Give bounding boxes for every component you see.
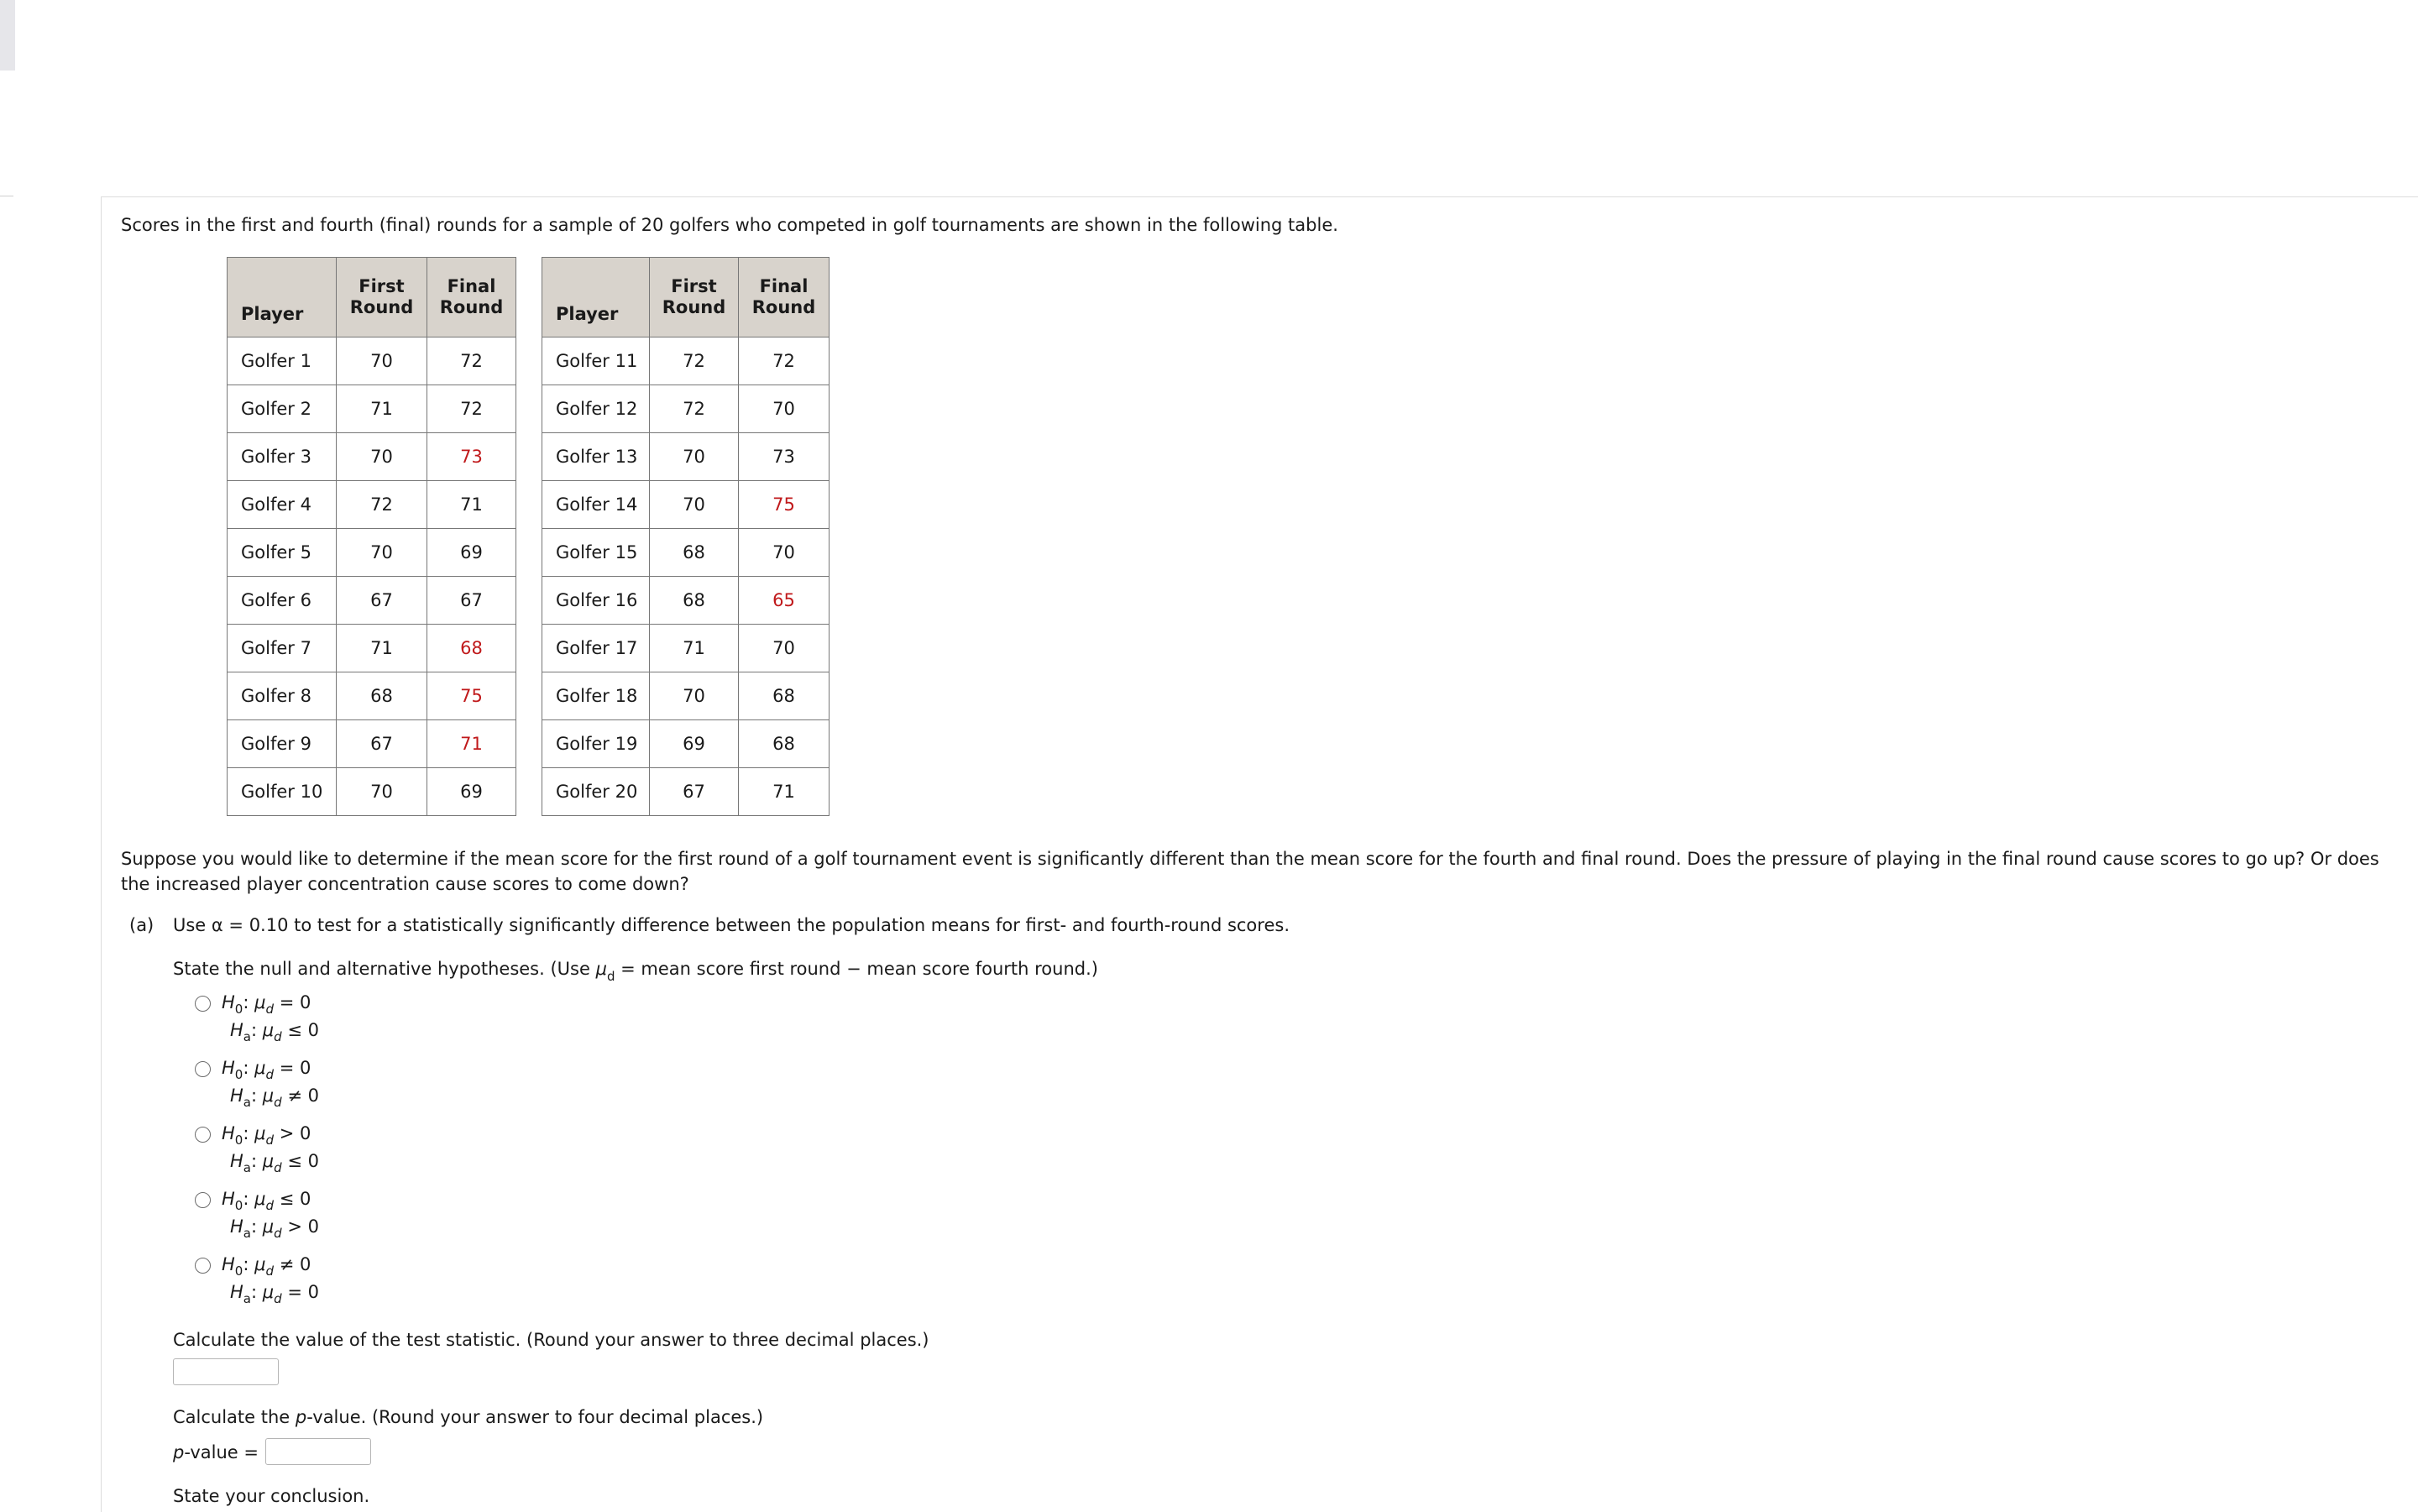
radio-button[interactable] xyxy=(195,1127,211,1143)
first-round-cell: 70 xyxy=(337,529,427,577)
player-cell: Golfer 8 xyxy=(228,672,337,720)
part-a-label: (a) xyxy=(129,915,154,935)
final-round-cell: 68 xyxy=(739,720,830,768)
table-row xyxy=(542,529,830,577)
player-cell: Golfer 16 xyxy=(542,577,650,625)
first-round-cell: 70 xyxy=(650,433,739,481)
player-cell: Golfer 3 xyxy=(228,433,337,481)
table-row xyxy=(542,433,830,481)
alternative-hypothesis: $H_a$: $\mu_d \le 0$ xyxy=(230,1020,319,1044)
player-cell: Golfer 10 xyxy=(228,768,337,816)
null-hypothesis: $H_0$: $\mu_d > 0$ xyxy=(222,1123,311,1148)
conclusion-prompt: State your conclusion. xyxy=(173,1486,370,1506)
radio-button[interactable] xyxy=(195,1192,211,1208)
player-cell: Golfer 5 xyxy=(228,529,337,577)
table-row xyxy=(542,337,830,385)
player-cell: Golfer 12 xyxy=(542,385,650,433)
question-text: Suppose you would like to determine if the mean score for the first round of a golf tournament event is significantly different than the mean score for the fourth and final round. Does the pressure of playing in the final round cause scores to go up? Or does the increased player concentration cause scores to come down? xyxy=(121,849,2379,894)
final-round-cell: 73 xyxy=(427,433,516,481)
final-round-cell: 72 xyxy=(427,385,516,433)
player-cell: Golfer 18 xyxy=(542,672,650,720)
final-round-cell: 70 xyxy=(739,625,830,672)
table-row xyxy=(542,481,830,529)
table-row xyxy=(542,577,830,625)
first-round-cell: 68 xyxy=(650,577,739,625)
player-cell: Golfer 19 xyxy=(542,720,650,768)
header-player: Player xyxy=(228,258,337,337)
final-round-cell: 68 xyxy=(427,625,516,672)
player-cell: Golfer 7 xyxy=(228,625,337,672)
player-cell: Golfer 11 xyxy=(542,337,650,385)
radio-button[interactable] xyxy=(195,996,211,1012)
header-player: Player xyxy=(542,258,650,337)
first-round-cell: 70 xyxy=(337,768,427,816)
p-value-label: p-value = xyxy=(173,1442,259,1462)
table-row xyxy=(228,625,516,672)
part-a-text: Use α = 0.10 to test for a statistically significantly difference between the population means for first- and fourth-round scores. xyxy=(173,915,1290,935)
header-first-round: First Round xyxy=(337,258,427,337)
player-cell: Golfer 13 xyxy=(542,433,650,481)
table-row xyxy=(542,625,830,672)
radio-button[interactable] xyxy=(195,1258,211,1274)
table-row xyxy=(228,720,516,768)
header-final-round: Final Round xyxy=(739,258,830,337)
player-cell: Golfer 17 xyxy=(542,625,650,672)
alternative-hypothesis: $H_a$: $\mu_d = 0$ xyxy=(230,1282,319,1306)
final-round-cell: 67 xyxy=(427,577,516,625)
player-cell: Golfer 20 xyxy=(542,768,650,816)
alternative-hypothesis: $H_a$: $\mu_d \le 0$ xyxy=(230,1151,319,1175)
first-round-cell: 70 xyxy=(650,481,739,529)
final-round-cell: 75 xyxy=(427,672,516,720)
final-round-cell: 73 xyxy=(739,433,830,481)
null-hypothesis: $H_0$: $\mu_d = 0$ xyxy=(222,992,311,1017)
table-row xyxy=(228,672,516,720)
first-round-cell: 72 xyxy=(337,481,427,529)
first-round-cell: 70 xyxy=(337,433,427,481)
hypotheses-prompt: State the null and alternative hypotheses. (Use $\mu_d$ = mean score first round − mean score fourth round.) xyxy=(173,959,1098,984)
first-round-cell: 71 xyxy=(337,385,427,433)
player-cell: Golfer 14 xyxy=(542,481,650,529)
player-cell: Golfer 2 xyxy=(228,385,337,433)
final-round-cell: 71 xyxy=(739,768,830,816)
alternative-hypothesis: $H_a$: $\mu_d > 0$ xyxy=(230,1216,319,1241)
table-row xyxy=(228,768,516,816)
test-statistic-input[interactable] xyxy=(173,1358,279,1385)
table-row xyxy=(228,481,516,529)
header-final-round: Final Round xyxy=(427,258,516,337)
radio-button[interactable] xyxy=(195,1061,211,1077)
table-row xyxy=(542,768,830,816)
player-cell: Golfer 4 xyxy=(228,481,337,529)
first-round-cell: 67 xyxy=(337,577,427,625)
final-round-cell: 70 xyxy=(739,529,830,577)
final-round-cell: 71 xyxy=(427,481,516,529)
p-value-prompt: Calculate the p-value. (Round your answer to four decimal places.) xyxy=(173,1407,764,1427)
table-row xyxy=(228,529,516,577)
first-round-cell: 70 xyxy=(337,337,427,385)
intro-text: Scores in the first and fourth (final) rounds for a sample of 20 golfers who competed in golf tournaments are shown in the following table. xyxy=(121,215,1338,235)
final-round-cell: 69 xyxy=(427,768,516,816)
table-row xyxy=(542,385,830,433)
player-cell: Golfer 1 xyxy=(228,337,337,385)
final-round-cell: 71 xyxy=(427,720,516,768)
final-round-cell: 69 xyxy=(427,529,516,577)
table-row xyxy=(542,720,830,768)
player-cell: Golfer 15 xyxy=(542,529,650,577)
player-cell: Golfer 9 xyxy=(228,720,337,768)
null-hypothesis: $H_0$: $\mu_d \ne 0$ xyxy=(222,1254,311,1279)
scroll-tab xyxy=(0,0,15,71)
first-round-cell: 72 xyxy=(650,337,739,385)
table-row xyxy=(228,577,516,625)
alternative-hypothesis: $H_a$: $\mu_d \ne 0$ xyxy=(230,1086,319,1110)
header-first-round: First Round xyxy=(650,258,739,337)
first-round-cell: 71 xyxy=(337,625,427,672)
first-round-cell: 71 xyxy=(650,625,739,672)
null-hypothesis: $H_0$: $\mu_d \le 0$ xyxy=(222,1189,311,1213)
final-round-cell: 72 xyxy=(739,337,830,385)
final-round-cell: 65 xyxy=(739,577,830,625)
first-round-cell: 67 xyxy=(337,720,427,768)
table-row xyxy=(228,385,516,433)
scores-table-right xyxy=(542,257,830,816)
first-round-cell: 68 xyxy=(650,529,739,577)
first-round-cell: 68 xyxy=(337,672,427,720)
first-round-cell: 67 xyxy=(650,768,739,816)
p-value-input[interactable] xyxy=(265,1438,371,1465)
final-round-cell: 72 xyxy=(427,337,516,385)
table-row xyxy=(542,672,830,720)
player-cell: Golfer 6 xyxy=(228,577,337,625)
final-round-cell: 68 xyxy=(739,672,830,720)
first-round-cell: 69 xyxy=(650,720,739,768)
final-round-cell: 75 xyxy=(739,481,830,529)
test-statistic-prompt: Calculate the value of the test statistic. (Round your answer to three decimal places.) xyxy=(173,1330,929,1350)
table-row xyxy=(228,433,516,481)
table-row xyxy=(228,337,516,385)
null-hypothesis: $H_0$: $\mu_d = 0$ xyxy=(222,1058,311,1082)
final-round-cell: 70 xyxy=(739,385,830,433)
first-round-cell: 72 xyxy=(650,385,739,433)
first-round-cell: 70 xyxy=(650,672,739,720)
scores-table-left xyxy=(227,257,516,816)
